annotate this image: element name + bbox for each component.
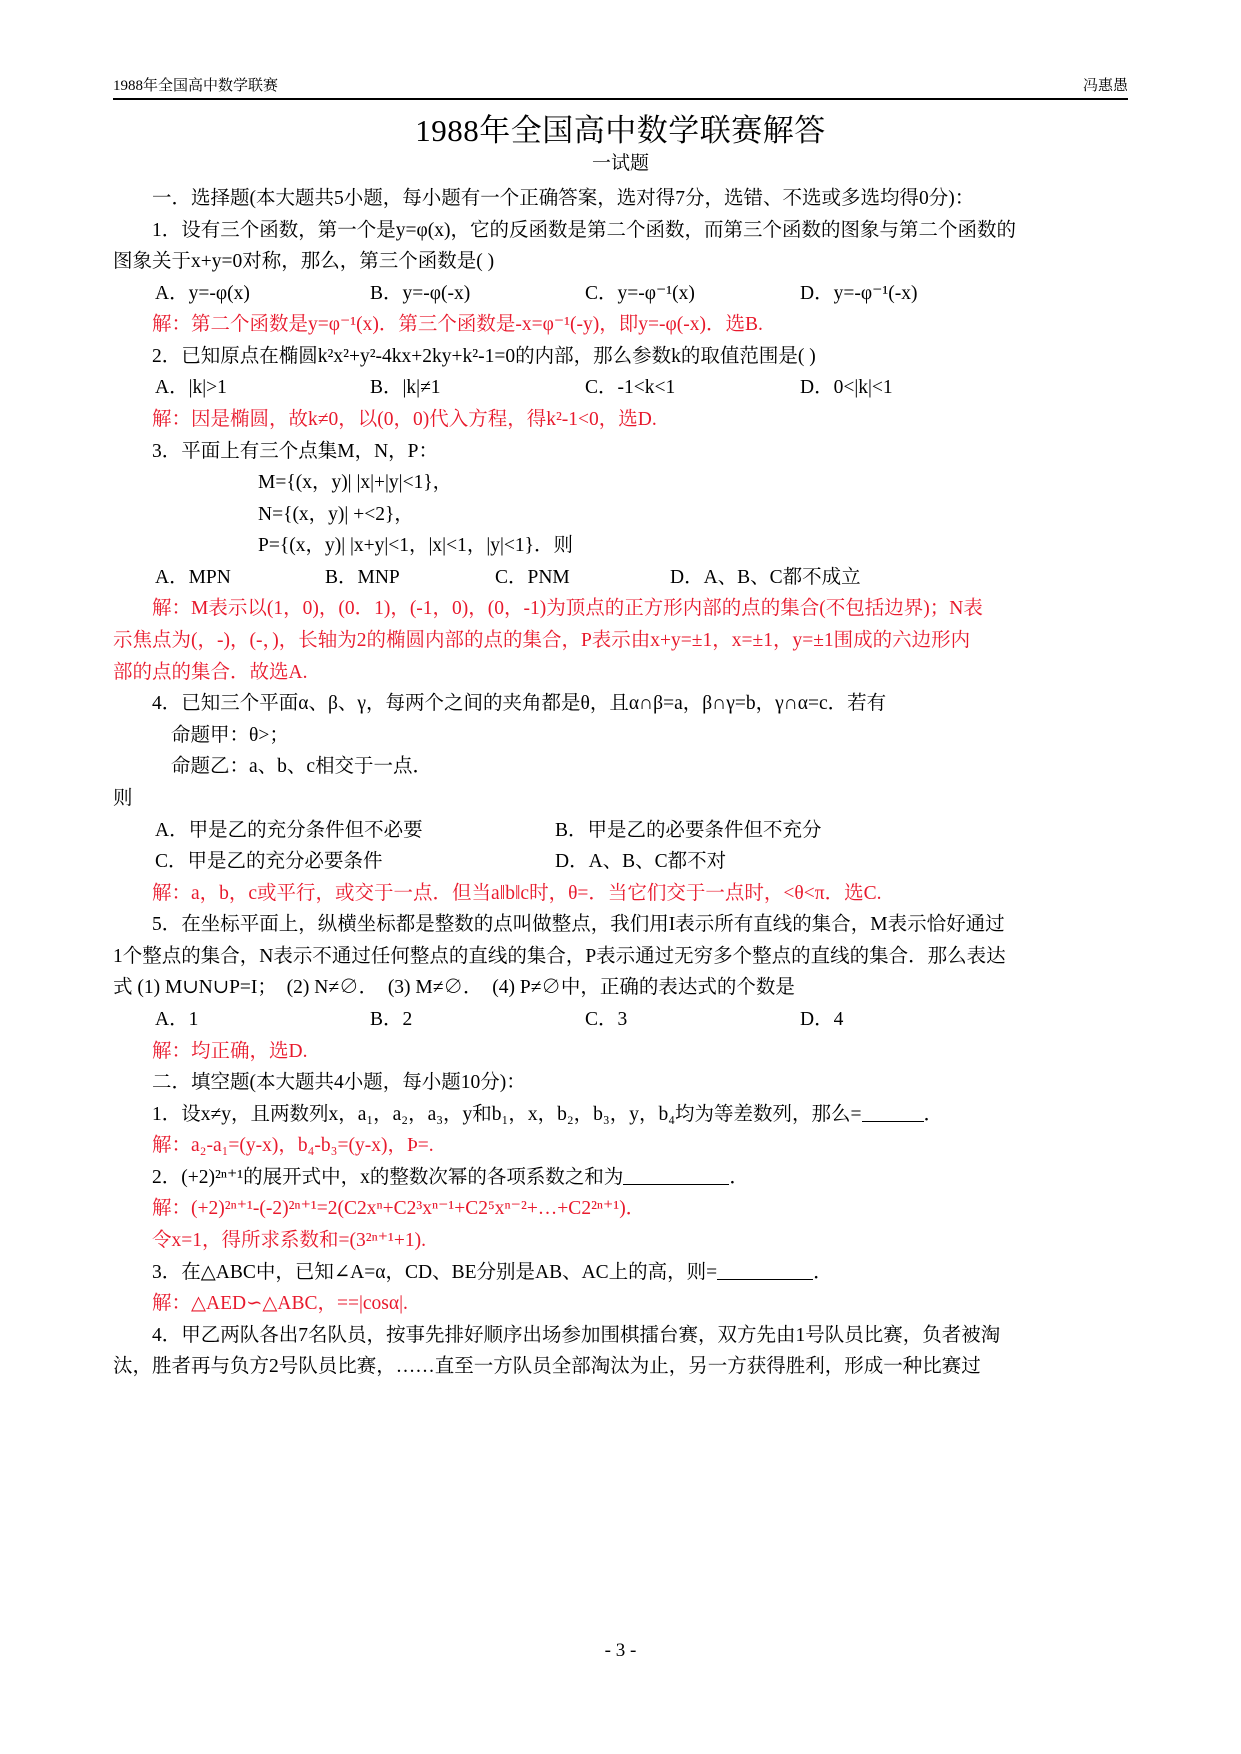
q1-solution: 解：第二个函数是y=φ⁻¹(x)．第三个函数是-x=φ⁻¹(-y)，即y=-φ(-x)．选B. [152, 314, 763, 336]
q3-option-d: D．A、B、C都不成立 [670, 566, 861, 588]
q4-option-d: D．A、B、C都不对 [555, 851, 727, 873]
q5-option-d: D．4 [800, 1008, 844, 1030]
q3-set-p: P={(x，y)| |x+y|<1，|x|<1，|y|<1}．则 [258, 535, 573, 557]
q3-solution-line2: 示焦点为(，-)，(-，)，长轴为2的椭圆内部的点的集合，P表示由x+y=±1，x=±1，y=±1围成的六边形内 [113, 630, 971, 652]
s2-q2-solution-line1: 解：(+2)²ⁿ⁺¹-(-2)²ⁿ⁺¹=2(C2xⁿ+C2³xⁿ⁻¹+C2⁵xⁿ⁻²+…+C2²ⁿ⁺¹)． [152, 1198, 646, 1220]
q4-option-a: A．甲是乙的充分条件但不必要 [155, 819, 423, 841]
page-content [113, 78, 1128, 1383]
s2-q3-blank [717, 1279, 813, 1280]
q1-text-line1: 1．设有三个函数，第一个是y=φ(x)，它的反函数是第二个函数，而第三个函数的图象与第二个函数的 [152, 219, 1016, 241]
q4-proposition-jia: 命题甲：θ>； [171, 724, 289, 746]
q3-option-a: A．MPN [155, 566, 231, 588]
running-header-right: 冯惠愚 [1082, 78, 1128, 94]
q5-options [113, 1004, 1128, 1036]
q2-option-d: D．0<|k|<1 [800, 377, 893, 399]
q4-option-b: B．甲是乙的必要条件但不充分 [555, 819, 822, 841]
q1-options [113, 278, 1128, 310]
q2-solution: 解：因是椭圆，故k≠0，以(0，0)代入方程，得k²-1<0，选D. [152, 408, 657, 430]
q4-proposition-yi: 命题乙：a、b、c相交于一点． [171, 756, 433, 778]
q1-option-d: D．y=-φ⁻¹(-x) [800, 282, 918, 304]
page-number: - 3 - [604, 1640, 637, 1661]
s2-q2-text-body: 2．(+2)²ⁿ⁺¹的展开式中，x的整数次幂的各项系数之和为 [152, 1166, 624, 1188]
q3-option-c: C．PNM [495, 566, 570, 588]
q5-option-a: A．1 [155, 1008, 199, 1030]
header-rule [113, 98, 1128, 100]
q4-then: 则 [113, 787, 133, 809]
document-subtitle: 一试题 [591, 153, 649, 175]
q3-options [113, 562, 1128, 594]
q2-option-c: C．-1<k<1 [585, 377, 676, 399]
q4-text: 4．已知三个平面α、β、γ，每两个之间的夹角都是θ，且α∩β=a，β∩γ=b，γ∩α=c．若有 [152, 693, 887, 715]
q5-option-c: C．3 [585, 1008, 628, 1030]
q5-text-line1: 5．在坐标平面上，纵横坐标都是整数的点叫做整点，我们用I表示所有直线的集合，M表示恰好通过 [152, 914, 1005, 936]
q4-solution: 解：a，b，c或平行，或交于一点．但当a‖b‖c时，θ=．当它们交于一点时，<θ<π．选C. [152, 882, 882, 904]
q2-option-a: A．|k|>1 [155, 377, 227, 399]
q4-option-c: C．甲是乙的充分必要条件 [155, 851, 383, 873]
s2-q4-text-line1: 4．甲乙两队各出7名队员，按事先排好顺序出场参加围棋擂台赛，双方先由1号队员比赛，负者被淘 [152, 1324, 1001, 1346]
s2-q2-solution-line2: 令x=1，得所求系数和=(3²ⁿ⁺¹+1). [152, 1230, 426, 1252]
q4-options-row1 [113, 815, 1128, 847]
q5-text-line3: 式 (1) M∪N∪P=I； (2) N≠∅． (3) M≠∅． (4) P≠∅中，正确的表达式的个数是 [113, 977, 795, 999]
q3-option-b: B．MNP [325, 566, 400, 588]
s2-q3-text-body: 3．在△ABC中，已知∠A=α，CD、BE分别是AB、AC上的高，则= [152, 1261, 718, 1283]
s2-q1-text: 1．设x≠y，且两数列x，a₁，a₂，a₃，y和b₁，x，b₂，b₃，y，b₄均为等差数列，那么= ． [152, 1103, 944, 1125]
q3-solution-line3: 部的点的集合．故选A. [113, 661, 308, 683]
s2-q1-solution: 解：a₂-a₁=(y-x)，b₄-b₃=(y-x)，Þ=. [152, 1135, 434, 1157]
s2-q1-blank [862, 1121, 924, 1122]
s2-q3-solution: 解：△AED∽△ABC，==|cosα|. [152, 1293, 408, 1315]
q1-text-line2: 图象关于x+y=0对称，那么，第三个函数是( ) [113, 251, 495, 273]
document-title: 1988年全国高中数学联赛解答 [415, 112, 826, 148]
s2-q4-text-line2: 汰，胜者再与负方2号队员比赛，……直至一方队员全部淘汰为止，另一方获得胜利，形成一种比赛过 [113, 1356, 981, 1378]
q1-option-c: C．y=-φ⁻¹(x) [585, 282, 695, 304]
q3-set-m: M={(x，y)| |x|+|y|<1}， [258, 472, 453, 494]
s2-q3-text: 3．在△ABC中，已知∠A=α，CD、BE分别是AB、AC上的高，则= ． [152, 1261, 833, 1283]
q3-set-n: N={(x，y)| +<2}， [258, 503, 414, 525]
q2-options [113, 372, 1128, 404]
q5-option-b: B．2 [370, 1008, 413, 1030]
q2-text: 2．已知原点在椭圆k²x²+y²-4kx+2ky+k²-1=0的内部，那么参数k的取值范围是( ) [152, 345, 816, 367]
q5-text-line2: 1个整点的集合，N表示不通过任何整点的直线的集合，P表示通过无穷多个整点的直线的集合．那么表达 [113, 945, 1006, 967]
q1-option-b: B．y=-φ(-x) [370, 282, 471, 304]
s2-q1-text-body: 1．设x≠y，且两数列x，a₁，a₂，a₃，y和b₁，x，b₂，b₃，y，b₄均为等差数列，那么= [152, 1103, 862, 1125]
section2-heading: 二．填空题(本大题共4小题，每小题10分)： [152, 1072, 526, 1094]
running-header-left: 1988年全国高中数学联赛 [113, 78, 279, 94]
q2-option-b: B．|k|≠1 [370, 377, 441, 399]
q3-solution-line1: 解：M表示以(1，0)，(0．1)，(-1，0)，(0，-1)为顶点的正方形内部的点的集合(不包括边界)；N表 [152, 598, 983, 620]
s2-q2-text: 2．(+2)²ⁿ⁺¹的展开式中，x的整数次幂的各项系数之和为 ． [152, 1166, 749, 1188]
s2-q2-blank [623, 1184, 729, 1185]
section1-heading: 一．选择题(本大题共5小题，每小题有一个正确答案，选对得7分，选错、不选或多选均得0分)： [152, 187, 975, 209]
q1-option-a: A．y=-φ(x) [155, 282, 250, 304]
q5-solution: 解：均正确，选D. [152, 1040, 308, 1062]
q4-options-row2 [113, 846, 1128, 878]
running-header [113, 78, 1128, 98]
q3-text: 3．平面上有三个点集M，N，P： [152, 440, 439, 462]
